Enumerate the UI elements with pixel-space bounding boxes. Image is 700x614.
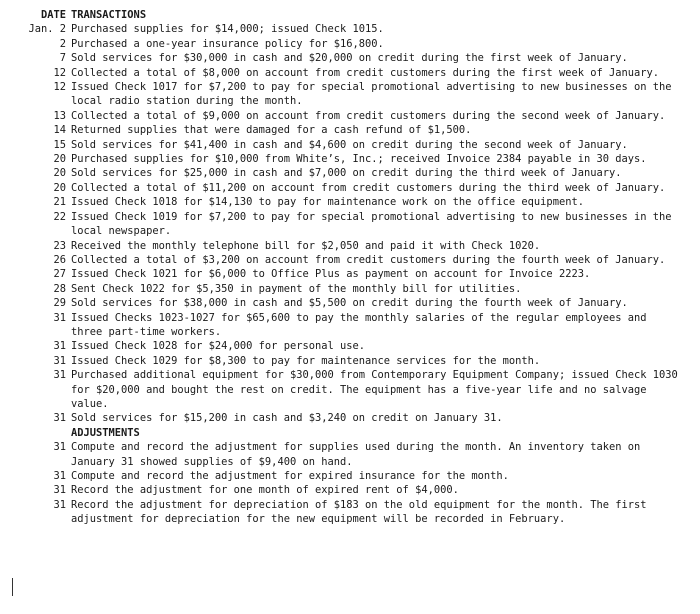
entry-description: Issued Check 1021 for $6,000 to Office Plus as payment on account for Invoice 2223. [71, 268, 591, 281]
entry-date: 7 [59, 52, 66, 65]
entry-description: Compute and record the adjustment for expired insurance for the month. [71, 470, 509, 482]
adjustments-heading-row [0, 426, 700, 440]
entry-date: 15 [53, 138, 66, 151]
transactions-heading: TRANSACTIONS [71, 9, 147, 21]
entry-description: Sold services for $15,200 in cash and $3,240 on credit on January 31. [71, 412, 503, 425]
transaction-row [0, 109, 700, 123]
entry-date: 21 [53, 196, 66, 209]
transaction-row [0, 123, 700, 137]
transaction-row [0, 339, 700, 353]
transaction-row [0, 411, 700, 425]
entry-description: Issued Check 1018 for $14,130 to pay for maintenance work on the office equipment. [71, 196, 584, 209]
entry-description: Issued Checks 1023-1027 for $65,600 to pay the monthly salaries of the regular employees and three part-time workers. [71, 311, 647, 338]
entry-description: Purchased supplies for $14,000; issued Check 1015. [71, 23, 384, 36]
entry-description: Issued Check 1029 for $8,300 to pay for maintenance services for the month. [71, 354, 541, 367]
transaction-row [0, 311, 700, 340]
transaction-row [0, 210, 700, 239]
entry-date: 22 [53, 210, 66, 223]
entry-description: Collected a total of $3,200 on account from credit customers during the fourth week of January. [71, 253, 666, 266]
entry-description: Issued Check 1017 for $7,200 to pay for special promotional advertising to new businesses on the local radio station during the month. [71, 81, 672, 108]
entry-description: Sold services for $38,000 in cash and $5,500 on credit during the fourth week of January. [71, 297, 628, 310]
transaction-row [0, 296, 700, 310]
entry-description: Sold services for $25,000 in cash and $7,000 on credit during the third week of January. [71, 167, 622, 180]
entry-date: 12 [53, 81, 66, 94]
adjustments-list [0, 440, 700, 526]
text-cursor [12, 578, 13, 596]
entry-date: 12 [53, 66, 66, 79]
transaction-row [0, 80, 700, 109]
transaction-row [0, 354, 700, 368]
entry-description: Sent Check 1022 for $5,350 in payment of the monthly bill for utilities. [71, 282, 522, 295]
entry-date: 31 [53, 340, 66, 353]
entry-date: 20 [53, 181, 66, 194]
adjustment-row [0, 469, 700, 483]
entry-date: 31 [53, 498, 66, 511]
transaction-row [0, 166, 700, 180]
adjustment-row [0, 483, 700, 497]
transaction-row [0, 138, 700, 152]
entry-date: 31 [53, 441, 66, 454]
entry-date: 2 [59, 37, 66, 50]
adjustment-row [0, 498, 700, 527]
entry-description: Sold services for $30,000 in cash and $20,000 on credit during the first week of January. [71, 52, 628, 65]
transaction-row [0, 181, 700, 195]
entry-date: 28 [53, 282, 66, 295]
transaction-row [0, 66, 700, 80]
entry-date: 20 [53, 153, 66, 166]
entry-date: 31 [53, 412, 66, 425]
entry-description: Received the monthly telephone bill for $2,050 and paid it with Check 1020. [71, 239, 541, 252]
header-row [0, 8, 700, 22]
transaction-row [0, 282, 700, 296]
entry-date: 31 [53, 369, 66, 382]
date-column-heading: DATE [40, 9, 66, 21]
adjustment-row [0, 440, 700, 469]
entry-date: 31 [53, 354, 66, 367]
transaction-row [0, 51, 700, 65]
entry-description: Purchased supplies for $10,000 from White’s, Inc.; received Invoice 2384 payable in 30 days. [71, 153, 647, 166]
transaction-row [0, 368, 700, 411]
entry-date: 20 [53, 167, 66, 180]
entry-description: Collected a total of $8,000 on account from credit customers during the first week of January. [71, 66, 660, 79]
transactions-list [0, 22, 700, 425]
transaction-row [0, 195, 700, 209]
entry-description: Purchased additional equipment for $30,000 from Contemporary Equipment Company; issued Check 1030 for $20,000 and bought the rest on credit. The equipment has a five-year life and no salvage value. [71, 369, 678, 410]
entry-date: 29 [53, 297, 66, 310]
entry-description: Issued Check 1028 for $24,000 for personal use. [71, 340, 366, 353]
entry-date: 27 [53, 268, 66, 281]
entry-description: Collected a total of $11,200 on account from credit customers during the third week of January. [71, 181, 666, 194]
transaction-row [0, 37, 700, 51]
entry-description: Record the adjustment for one month of expired rent of $4,000. [71, 484, 459, 497]
entry-description: Collected a total of $9,000 on account from credit customers during the second week of January. [71, 109, 666, 122]
entry-description: Returned supplies that were damaged for a cash refund of $1,500. [71, 124, 472, 137]
entry-description: Purchased a one-year insurance policy for $16,800. [71, 37, 384, 50]
entry-description: Issued Check 1019 for $7,200 to pay for special promotional advertising to new businesses in the local newspaper. [71, 210, 672, 238]
transaction-row [0, 267, 700, 281]
transaction-row [0, 22, 700, 36]
entry-date: 31 [53, 470, 66, 482]
transaction-row [0, 239, 700, 253]
entry-date: 31 [53, 311, 66, 324]
entry-date: 31 [53, 484, 66, 497]
entry-date: 13 [53, 109, 66, 122]
entry-description: Sold services for $41,400 in cash and $4,600 on credit during the second week of January. [71, 138, 628, 151]
transaction-row [0, 152, 700, 166]
entry-date: Jan. 2 [28, 23, 66, 36]
entry-date: 23 [53, 239, 66, 252]
entry-description: Record the adjustment for depreciation of $183 on the old equipment for the month. The first adjustment for depreciation for the new equipment will be recorded in February. [71, 498, 647, 526]
entry-date: 14 [53, 124, 66, 137]
transaction-row [0, 253, 700, 267]
adjustments-heading: ADJUSTMENTS [71, 426, 140, 439]
entry-description: Compute and record the adjustment for supplies used during the month. An inventory taken on January 31 showed supplies of $9,400 on hand. [71, 441, 641, 468]
entry-date: 26 [53, 253, 66, 266]
